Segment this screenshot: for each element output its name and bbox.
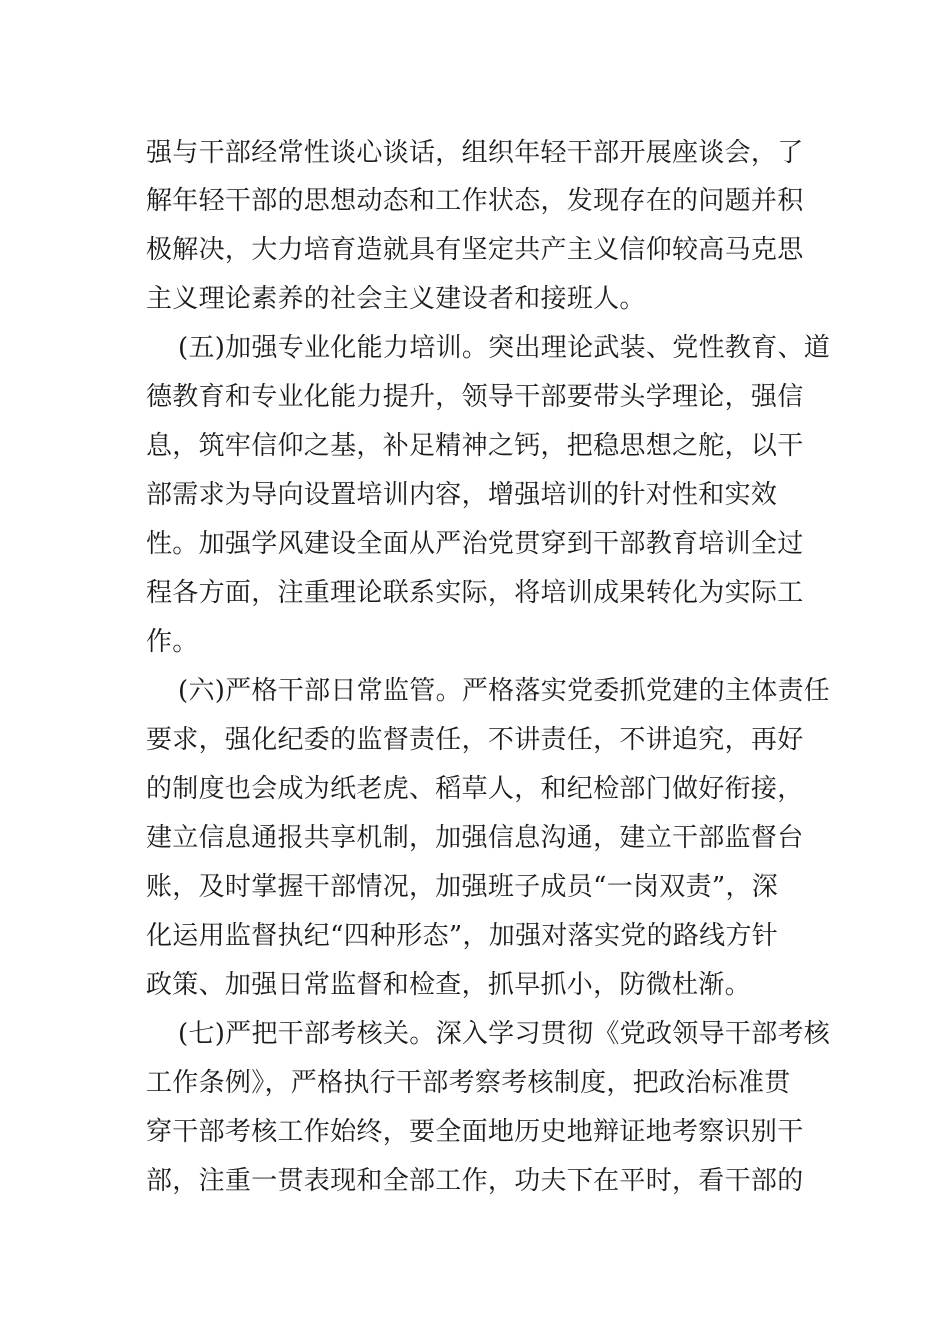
paragraph-heading-line: (六)严格干部日常监管。严格落实党委抓党建的主体责任: [178, 676, 831, 706]
text-line: 部，注重一贯表现和全部工作，功夫下在平时，看干部的: [146, 1166, 804, 1196]
text-line: 账，及时掌握干部情况，加强班子成员“一岗双责”，深: [146, 872, 779, 902]
text-line: 化运用监督执纪“四种形态”，加强对落实党的路线方针: [146, 921, 779, 951]
text-line: 政策、加强日常监督和检查，抓早抓小，防微杜渐。: [146, 970, 751, 1000]
text-line: 极解决，大力培育造就具有坚定共产主义信仰较高马克思: [146, 235, 804, 265]
paragraph-heading-line: (七)严把干部考核关。深入学习贯彻《党政领导干部考核: [178, 1019, 831, 1049]
text-line: 要求，强化纪委的监督责任，不讲责任，不讲追究，再好: [146, 725, 804, 755]
text-line: 穿干部考核工作始终，要全面地历史地辩证地考察识别干: [146, 1117, 804, 1147]
paragraph-heading-line: (五)加强专业化能力培训。突出理论武装、党性教育、道: [178, 333, 831, 363]
text-line: 解年轻干部的思想动态和工作状态，发现存在的问题并积: [146, 186, 804, 216]
text-line: 工作条例》，严格执行干部考察考核制度，把政治标准贯: [146, 1068, 791, 1098]
text-line: 强与干部经常性谈心谈话，组织年轻干部开展座谈会，了: [146, 138, 804, 168]
text-line: 德教育和专业化能力提升，领导干部要带头学理论，强信: [146, 382, 804, 412]
text-line: 性。加强学风建设全面从严治党贯穿到干部教育培训全过: [146, 529, 804, 559]
text-line: 主义理论素养的社会主义建设者和接班人。: [146, 284, 646, 314]
text-line: 息，筑牢信仰之基，补足精神之钙，把稳思想之舵，以干: [146, 431, 804, 461]
text-line: 建立信息通报共享机制，加强信息沟通，建立干部监督台: [146, 823, 804, 853]
text-line: 作。: [146, 627, 199, 657]
text-line: 部需求为导向设置培训内容，增强培训的针对性和实效: [146, 480, 778, 510]
text-line: 的制度也会成为纸老虎、稻草人，和纪检部门做好衔接，: [146, 774, 804, 804]
text-line: 程各方面，注重理论联系实际，将培训成果转化为实际工: [146, 578, 804, 608]
